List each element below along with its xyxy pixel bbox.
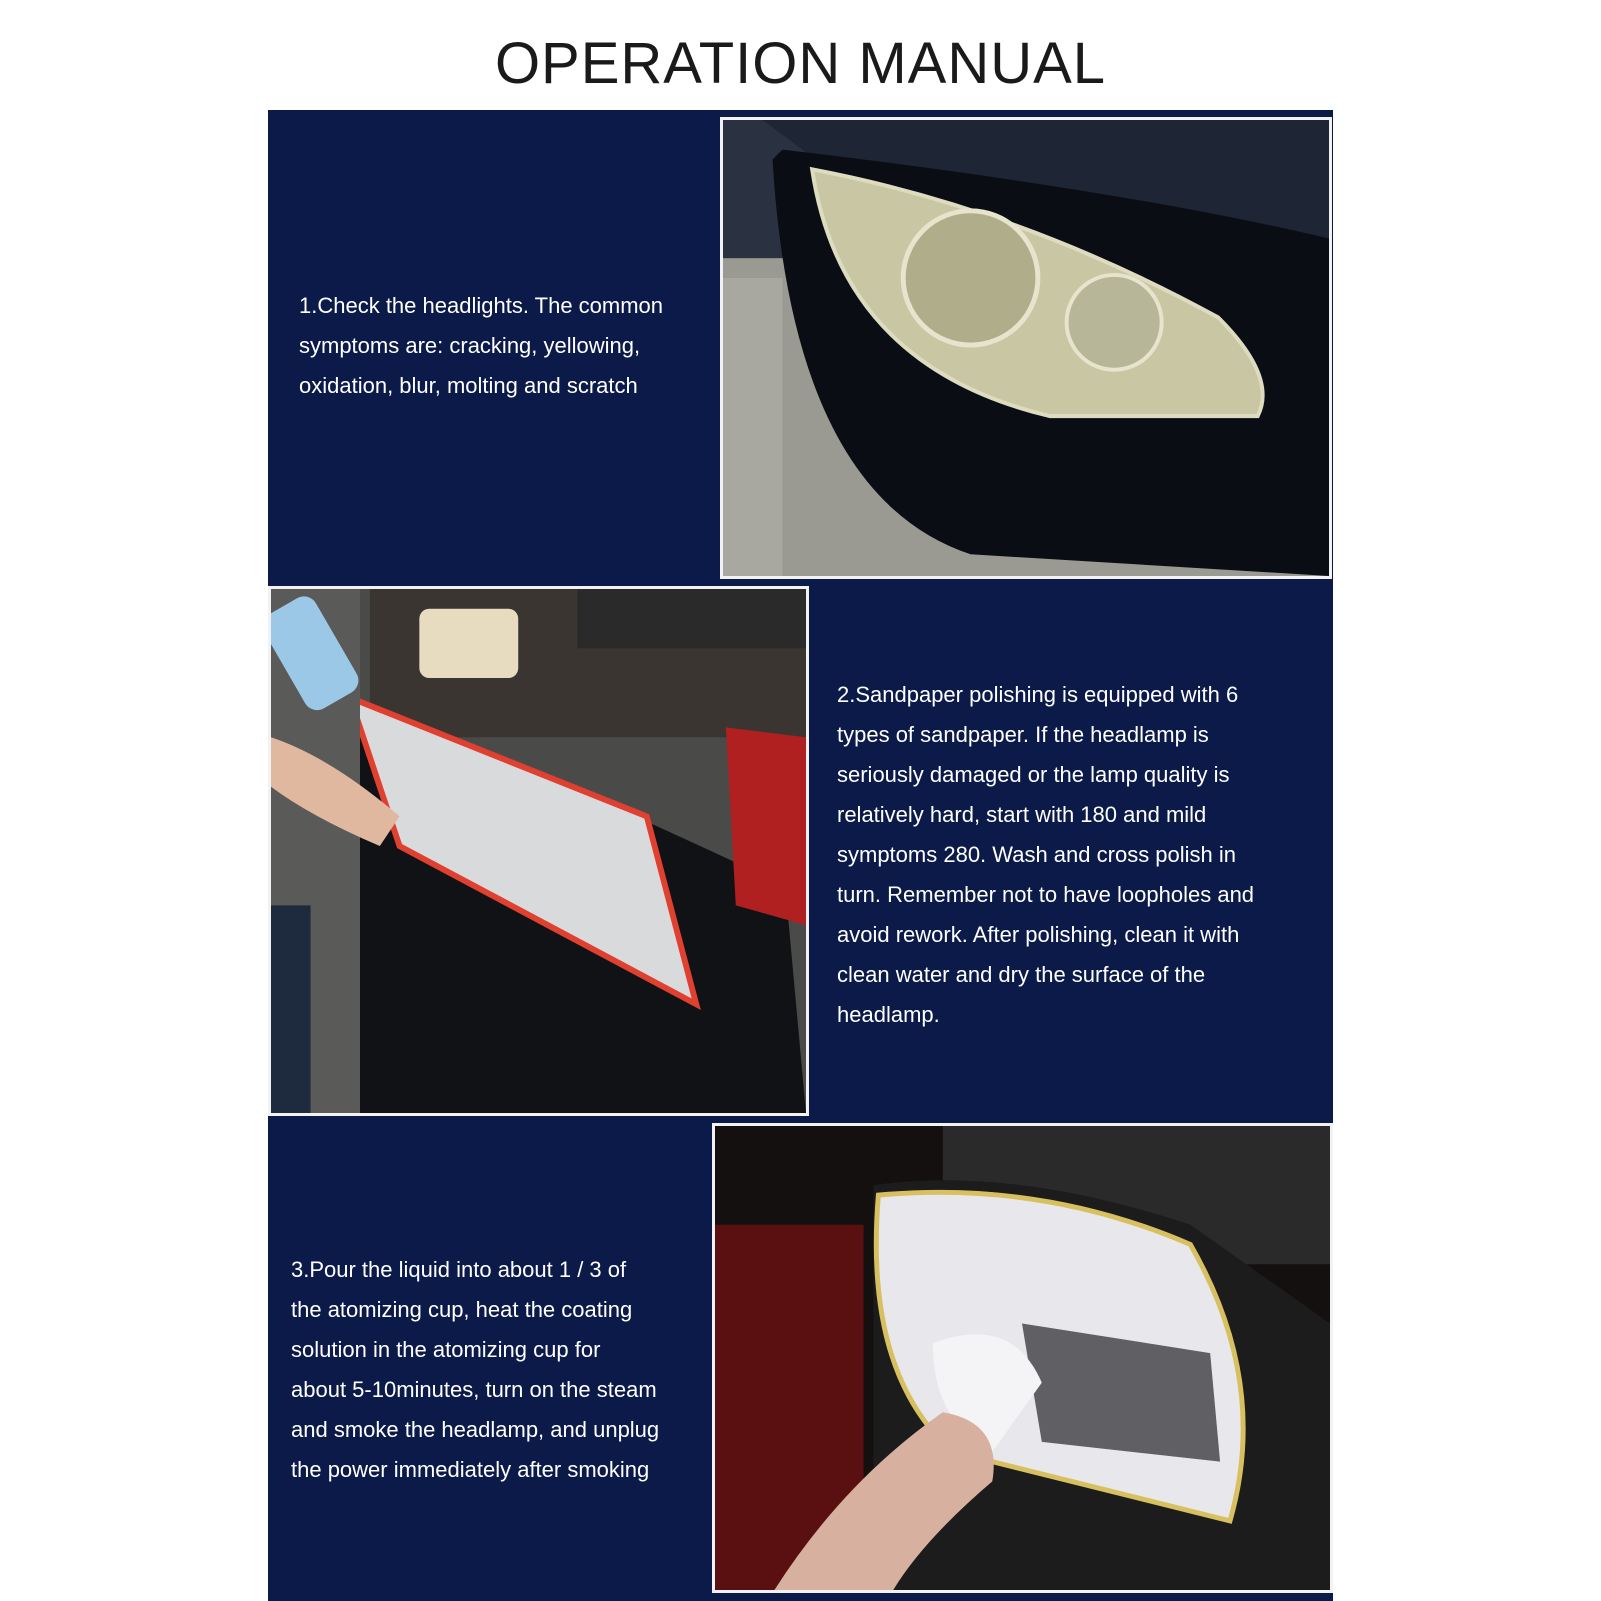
step-2-text: 2.Sandpaper polishing is equipped with 6 types of sandpaper. If the headlamp is seriously damaged or the lamp quality is relatively hard, start with 180 and mild symptoms 280. Wash and cross polish in turn. Remember not to have loopholes and avoid rework. After polishing, clean it with clean water and dry the surface of the headlamp. <box>837 682 1255 1027</box>
yellowed-headlight-photo <box>720 117 1332 579</box>
step-3-text: 3.Pour the liquid into about 1 / 3 of the atomizing cup, heat the coating solution in the atomizing cup for about 5-10minutes, turn on the steam and smoke the headlamp, and unplug the power immediately after smoking <box>291 1257 660 1482</box>
page-title: OPERATION MANUAL <box>494 31 1107 96</box>
step-1-text: 1.Check the headlights. The common symptoms are: cracking, yellowing, oxidation, blur, molting and scratch <box>299 293 664 398</box>
sanding-headlight-photo <box>268 586 809 1116</box>
steaming-headlight-photo <box>712 1123 1333 1593</box>
